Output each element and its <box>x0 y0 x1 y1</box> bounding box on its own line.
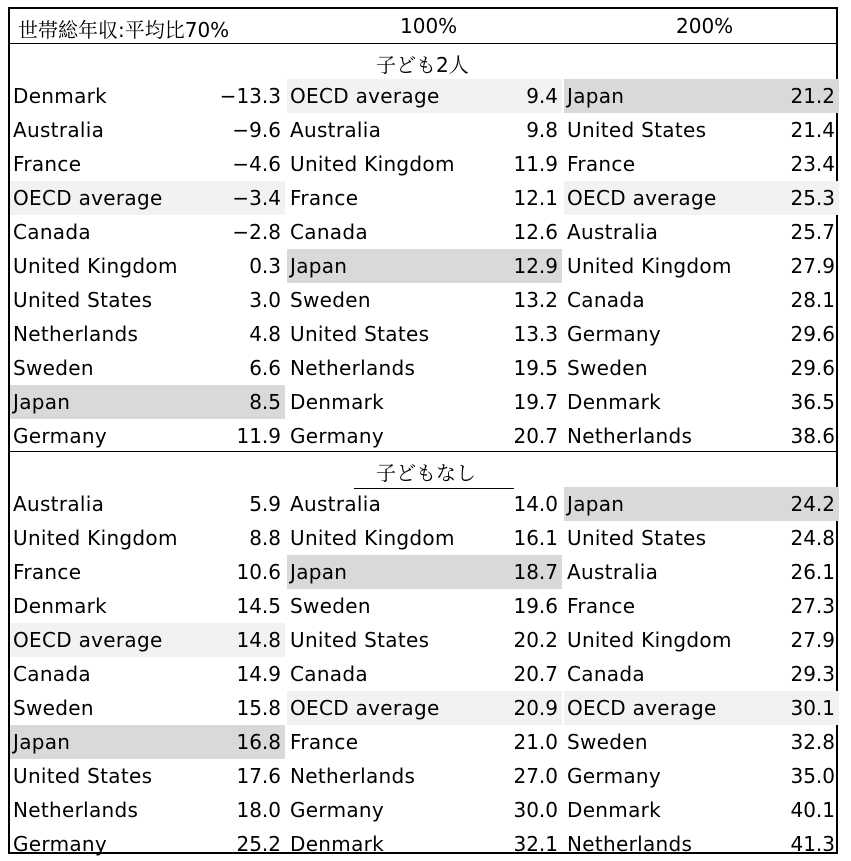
table-row <box>564 589 839 623</box>
table-row <box>564 555 839 589</box>
table-row <box>564 657 839 691</box>
section1-col3 <box>564 79 839 453</box>
country-name: Germany <box>290 798 385 822</box>
country-name: Netherlands <box>13 798 139 822</box>
country-name: Australia <box>13 492 105 516</box>
country-name: Germany <box>290 424 385 448</box>
header-col3: 200% <box>676 14 734 38</box>
table-row <box>10 147 285 181</box>
section2-title <box>376 457 476 486</box>
section2-title-text: 子どもなし <box>376 461 476 485</box>
section1-title <box>376 49 469 78</box>
country-value: 27.3 <box>790 594 835 618</box>
country-name: Sweden <box>290 594 371 618</box>
country-name: Australia <box>567 560 659 584</box>
table-row <box>564 419 839 453</box>
country-value: 14.5 <box>236 594 281 618</box>
table-row <box>287 419 562 453</box>
table-row <box>287 521 562 555</box>
country-name: United Kingdom <box>13 526 178 550</box>
country-value: 19.5 <box>513 356 558 380</box>
table-row <box>10 79 285 113</box>
table-row <box>564 181 839 215</box>
country-value: 12.6 <box>513 220 558 244</box>
country-value: 11.9 <box>236 424 281 448</box>
country-value: 40.1 <box>790 798 835 822</box>
country-name: United Kingdom <box>290 152 455 176</box>
country-value: 14.0 <box>513 492 558 516</box>
table-row <box>287 487 562 521</box>
country-value: 17.6 <box>236 764 281 788</box>
country-value: 8.8 <box>249 526 281 550</box>
country-value: 10.6 <box>236 560 281 584</box>
country-value: 26.1 <box>790 560 835 584</box>
country-value: 25.3 <box>790 186 835 210</box>
country-name: Canada <box>290 662 368 686</box>
section2-col2 <box>287 487 562 861</box>
table-row <box>10 657 285 691</box>
header-col2: 100% <box>400 14 458 38</box>
table-row <box>287 181 562 215</box>
country-value: 21.0 <box>513 730 558 754</box>
table-row <box>10 283 285 317</box>
country-value: 18.0 <box>236 798 281 822</box>
country-value: 25.7 <box>790 220 835 244</box>
country-value: 20.9 <box>513 696 558 720</box>
country-value: 14.8 <box>236 628 281 652</box>
country-name: United Kingdom <box>567 254 732 278</box>
country-name: France <box>567 594 636 618</box>
table-row <box>10 419 285 453</box>
country-name: United States <box>567 526 707 550</box>
table-row <box>287 385 562 419</box>
table-row <box>10 215 285 249</box>
table-row <box>564 113 839 147</box>
country-name: Denmark <box>13 84 108 108</box>
country-value: 12.9 <box>513 254 558 278</box>
country-value: 13.2 <box>513 288 558 312</box>
table-row <box>10 589 285 623</box>
table-row <box>287 283 562 317</box>
country-value: 30.0 <box>513 798 558 822</box>
table-row <box>287 623 562 657</box>
table-row <box>564 793 839 827</box>
country-name: Japan <box>567 84 625 108</box>
country-value: 24.2 <box>790 492 835 516</box>
country-name: Netherlands <box>290 764 416 788</box>
country-name: Australia <box>290 118 382 142</box>
country-value: 27.9 <box>790 254 835 278</box>
country-name: Denmark <box>290 832 385 856</box>
country-value: −2.8 <box>232 220 281 244</box>
table-row <box>287 113 562 147</box>
table-row <box>287 317 562 351</box>
country-value: 9.8 <box>526 118 558 142</box>
table-row <box>10 385 285 419</box>
country-value: 8.5 <box>249 390 281 414</box>
country-value: 15.8 <box>236 696 281 720</box>
country-value: 3.0 <box>249 288 281 312</box>
country-value: 6.6 <box>249 356 281 380</box>
country-name: Germany <box>567 764 662 788</box>
country-value: 20.7 <box>513 424 558 448</box>
table-row <box>287 555 562 589</box>
table-row <box>564 79 839 113</box>
table-row <box>10 623 285 657</box>
country-value: −4.6 <box>232 152 281 176</box>
country-value: −3.4 <box>232 186 281 210</box>
table-row <box>10 555 285 589</box>
country-value: 9.4 <box>526 84 558 108</box>
country-value: 16.8 <box>236 730 281 754</box>
table-row <box>10 487 285 521</box>
section1-col2 <box>287 79 562 453</box>
table-row <box>10 317 285 351</box>
table-row <box>10 759 285 793</box>
table-row <box>287 691 562 725</box>
country-name: United States <box>13 764 153 788</box>
country-name: France <box>567 152 636 176</box>
country-name: OECD average <box>567 186 717 210</box>
country-value: 5.9 <box>249 492 281 516</box>
country-name: United Kingdom <box>567 628 732 652</box>
table-row <box>564 317 839 351</box>
country-value: 4.8 <box>249 322 281 346</box>
country-value: −9.6 <box>232 118 281 142</box>
country-value: 41.3 <box>790 832 835 856</box>
country-value: 32.1 <box>513 832 558 856</box>
country-value: 27.9 <box>790 628 835 652</box>
country-name: Australia <box>567 220 659 244</box>
table-row <box>564 759 839 793</box>
country-name: United States <box>567 118 707 142</box>
table-row <box>564 147 839 181</box>
country-name: OECD average <box>290 696 440 720</box>
country-name: France <box>13 152 82 176</box>
table-row <box>564 283 839 317</box>
country-value: 13.3 <box>513 322 558 346</box>
country-value: 16.1 <box>513 526 558 550</box>
country-name: France <box>13 560 82 584</box>
country-name: Japan <box>13 390 71 414</box>
table-row <box>564 249 839 283</box>
country-name: Sweden <box>13 696 94 720</box>
table-row <box>10 351 285 385</box>
table-row <box>287 657 562 691</box>
country-value: 21.4 <box>790 118 835 142</box>
country-value: 29.6 <box>790 322 835 346</box>
country-name: Canada <box>290 220 368 244</box>
country-name: United States <box>290 322 430 346</box>
country-value: 20.2 <box>513 628 558 652</box>
table-row <box>10 827 285 861</box>
country-name: Netherlands <box>13 322 139 346</box>
country-name: OECD average <box>290 84 440 108</box>
table-row <box>10 691 285 725</box>
section2-col1 <box>10 487 285 861</box>
table-row <box>10 793 285 827</box>
country-name: Canada <box>13 220 91 244</box>
table-row <box>287 793 562 827</box>
table-row <box>10 249 285 283</box>
country-value: 18.7 <box>513 560 558 584</box>
country-name: United Kingdom <box>290 526 455 550</box>
country-value: 28.1 <box>790 288 835 312</box>
country-name: United Kingdom <box>13 254 178 278</box>
country-name: United States <box>290 628 430 652</box>
header-col1: 世帯総年収:平均比70% <box>18 18 230 42</box>
table-row <box>287 351 562 385</box>
country-name: Germany <box>567 322 662 346</box>
country-name: Germany <box>13 832 108 856</box>
country-name: Netherlands <box>290 356 416 380</box>
country-value: 29.3 <box>790 662 835 686</box>
country-name: Japan <box>290 560 348 584</box>
country-value: 38.6 <box>790 424 835 448</box>
section2-col3 <box>564 487 839 861</box>
country-name: Canada <box>567 288 645 312</box>
country-name: Canada <box>13 662 91 686</box>
table-row <box>564 691 839 725</box>
table-row <box>564 623 839 657</box>
country-value: 23.4 <box>790 152 835 176</box>
country-value: 27.0 <box>513 764 558 788</box>
country-value: −13.3 <box>219 84 281 108</box>
table-row <box>10 521 285 555</box>
country-name: Australia <box>13 118 105 142</box>
table-row <box>287 215 562 249</box>
country-value: 24.8 <box>790 526 835 550</box>
table-row <box>287 147 562 181</box>
table-row <box>287 249 562 283</box>
country-name: Sweden <box>567 356 648 380</box>
table-row <box>287 725 562 759</box>
country-name: United States <box>13 288 153 312</box>
table-row <box>10 725 285 759</box>
country-value: 29.6 <box>790 356 835 380</box>
country-name: Sweden <box>13 356 94 380</box>
table-row <box>287 79 562 113</box>
country-name: Japan <box>567 492 625 516</box>
country-value: 0.3 <box>249 254 281 278</box>
country-name: Sweden <box>567 730 648 754</box>
country-value: 36.5 <box>790 390 835 414</box>
country-name: OECD average <box>567 696 717 720</box>
country-value: 19.6 <box>513 594 558 618</box>
table-row <box>564 385 839 419</box>
country-value: 20.7 <box>513 662 558 686</box>
country-name: OECD average <box>13 186 163 210</box>
country-name: Japan <box>290 254 348 278</box>
country-name: France <box>290 186 359 210</box>
country-value: 35.0 <box>790 764 835 788</box>
country-name: Australia <box>290 492 382 516</box>
country-value: 12.1 <box>513 186 558 210</box>
country-name: Canada <box>567 662 645 686</box>
table-row <box>564 351 839 385</box>
section1-title-text: 子ども2人 <box>376 53 469 77</box>
table-row <box>564 487 839 521</box>
table-row <box>287 827 562 861</box>
country-name: Sweden <box>290 288 371 312</box>
country-name: Denmark <box>567 390 662 414</box>
country-value: 30.1 <box>790 696 835 720</box>
country-name: Denmark <box>290 390 385 414</box>
table-row <box>564 521 839 555</box>
table-row <box>10 181 285 215</box>
country-value: 21.2 <box>790 84 835 108</box>
country-name: Denmark <box>13 594 108 618</box>
country-value: 11.9 <box>513 152 558 176</box>
country-value: 32.8 <box>790 730 835 754</box>
table-header <box>10 9 836 43</box>
table-row <box>287 759 562 793</box>
table-row <box>287 589 562 623</box>
country-name: France <box>290 730 359 754</box>
country-name: OECD average <box>13 628 163 652</box>
table-row <box>564 725 839 759</box>
section1-col1 <box>10 79 285 453</box>
header-divider <box>10 43 836 44</box>
country-value: 25.2 <box>236 832 281 856</box>
country-name: Japan <box>13 730 71 754</box>
country-name: Netherlands <box>567 832 693 856</box>
country-value: 19.7 <box>513 390 558 414</box>
country-value: 14.9 <box>236 662 281 686</box>
table-row <box>564 827 839 861</box>
ranking-table <box>8 7 838 854</box>
country-name: Denmark <box>567 798 662 822</box>
section-divider <box>10 451 836 452</box>
country-name: Netherlands <box>567 424 693 448</box>
country-name: Germany <box>13 424 108 448</box>
table-row <box>564 215 839 249</box>
table-row <box>10 113 285 147</box>
